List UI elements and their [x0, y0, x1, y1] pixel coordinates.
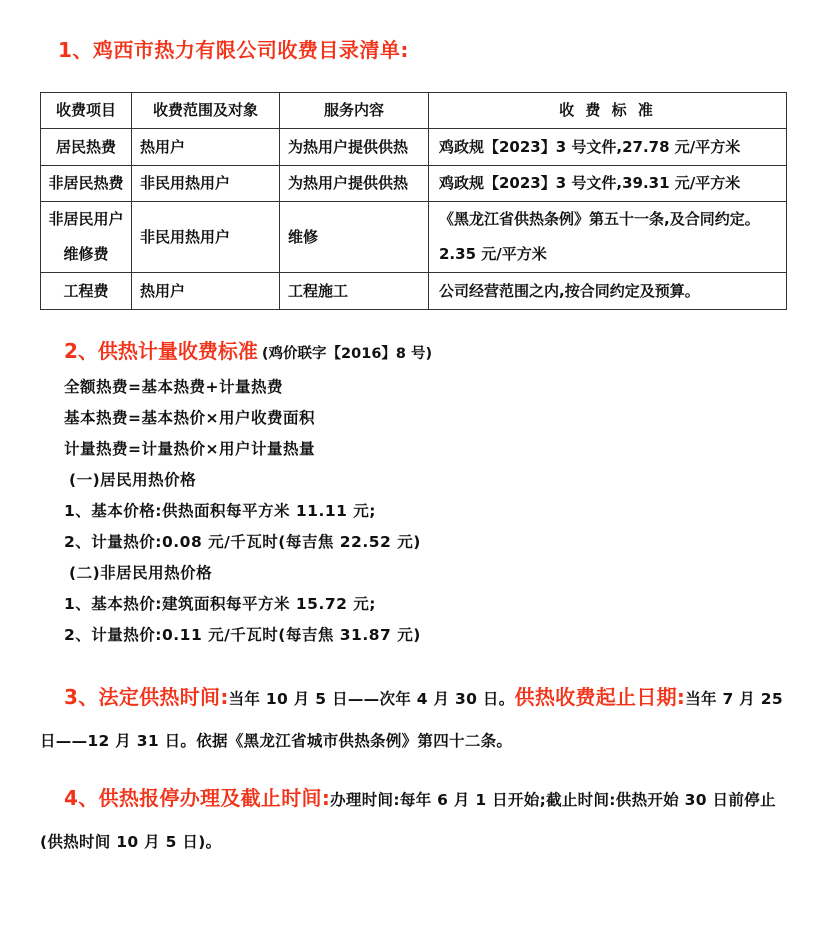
col-header-service: 服务内容 — [280, 93, 429, 129]
cell-service: 为热用户提供供热 — [280, 166, 429, 202]
cell-scope: 热用户 — [132, 273, 280, 310]
table-row — [41, 202, 787, 273]
section2-metered-pricing — [64, 338, 786, 651]
col-header-fee-item: 收费项目 — [41, 93, 132, 129]
section4-text-stop-service: 办理时间:每年 6 月 1 日开始;截止时间:供热开始 30 日前停止(供热时间 10 月 5 日)。 — [40, 791, 776, 851]
col-header-scope: 收费范围及对象 — [132, 93, 280, 129]
standard-line-1: 鸡政规【2023】3 号文件,39.31 元/平方米 — [439, 174, 741, 192]
residential-metered-price-line: 2、计量热价:0.08 元/千瓦时(每吉焦 22.52 元) — [64, 533, 421, 551]
residential-price-heading: (一)居民用热价格 — [69, 471, 197, 489]
fee-table — [40, 92, 787, 310]
non-residential-price-heading: (二)非居民用热价格 — [69, 564, 213, 582]
cell-scope: 热用户 — [132, 129, 280, 166]
formula-total-heat-fee: 全额热费=基本热费+计量热费 — [64, 378, 283, 396]
col-header-standard: 收 费 标 准 — [429, 93, 787, 129]
table-row — [41, 273, 787, 310]
formula-metered-heat-fee: 计量热费=计量热价×用户计量热量 — [64, 440, 315, 458]
standard-line-1: 鸡政规【2023】3 号文件,27.78 元/平方米 — [439, 137, 741, 156]
section2-heading: 2、供热计量收费标准 — [64, 339, 258, 363]
residential-basic-price-line: 1、基本价格:供热面积每平方米 11.11 元; — [64, 502, 377, 520]
section1-title: 1、鸡西市热力有限公司收费目录清单: — [58, 38, 409, 62]
cell-fee-item: 非居民用户维修费 — [41, 202, 132, 273]
section3-heading-legal-heating-time: 3、法定供热时间: — [64, 685, 229, 709]
section3-heading-billing-period: 供热收费起止日期: — [514, 685, 686, 709]
section4-paragraph — [40, 777, 786, 863]
section3-text-billing-period: 当年 7 月 25 日——12 月 31 日。依据《黑龙江省城市供热条例》第四十二条。 — [40, 690, 783, 750]
cell-service: 工程施工 — [280, 273, 429, 310]
cell-fee-item: 非居民热费 — [41, 166, 132, 202]
standard-line-1: 公司经营范围之内,按合同约定及预算。 — [439, 281, 700, 300]
section2-heading-row — [64, 338, 786, 367]
cell-scope: 非民用热用户 — [132, 202, 280, 273]
section4-heading-stop-service: 4、供热报停办理及截止时间: — [64, 786, 331, 810]
section2-heading-note: (鸡价联字【2016】8 号) — [261, 346, 433, 362]
table-header-row — [41, 93, 787, 129]
standard-line-1: 《黑龙江省供热条例》第五十一条,及合同约定。 — [439, 210, 760, 228]
cell-fee-item: 工程费 — [41, 273, 132, 310]
section3-text-legal-heating-time: 当年 10 月 5 日——次年 4 月 30 日。 — [228, 690, 515, 708]
section3-paragraph — [40, 676, 786, 762]
cell-standard — [429, 273, 787, 310]
table-row — [41, 129, 787, 166]
formula-basic-heat-fee: 基本热费=基本热价×用户收费面积 — [64, 409, 315, 427]
cell-standard — [429, 202, 787, 273]
cell-scope: 非民用热用户 — [132, 166, 280, 202]
cell-standard — [429, 166, 787, 202]
cell-service: 为热用户提供供热 — [280, 129, 429, 166]
non-residential-metered-price-line: 2、计量热价:0.11 元/千瓦时(每吉焦 31.87 元) — [64, 626, 421, 644]
cell-standard — [429, 129, 787, 166]
table-row — [41, 166, 787, 202]
standard-line-2: 2.35 元/平方米 — [439, 245, 547, 263]
cell-service: 维修 — [280, 202, 429, 273]
cell-fee-item: 居民热费 — [41, 129, 132, 166]
non-residential-basic-price-line: 1、基本热价:建筑面积每平方米 15.72 元; — [64, 595, 377, 613]
